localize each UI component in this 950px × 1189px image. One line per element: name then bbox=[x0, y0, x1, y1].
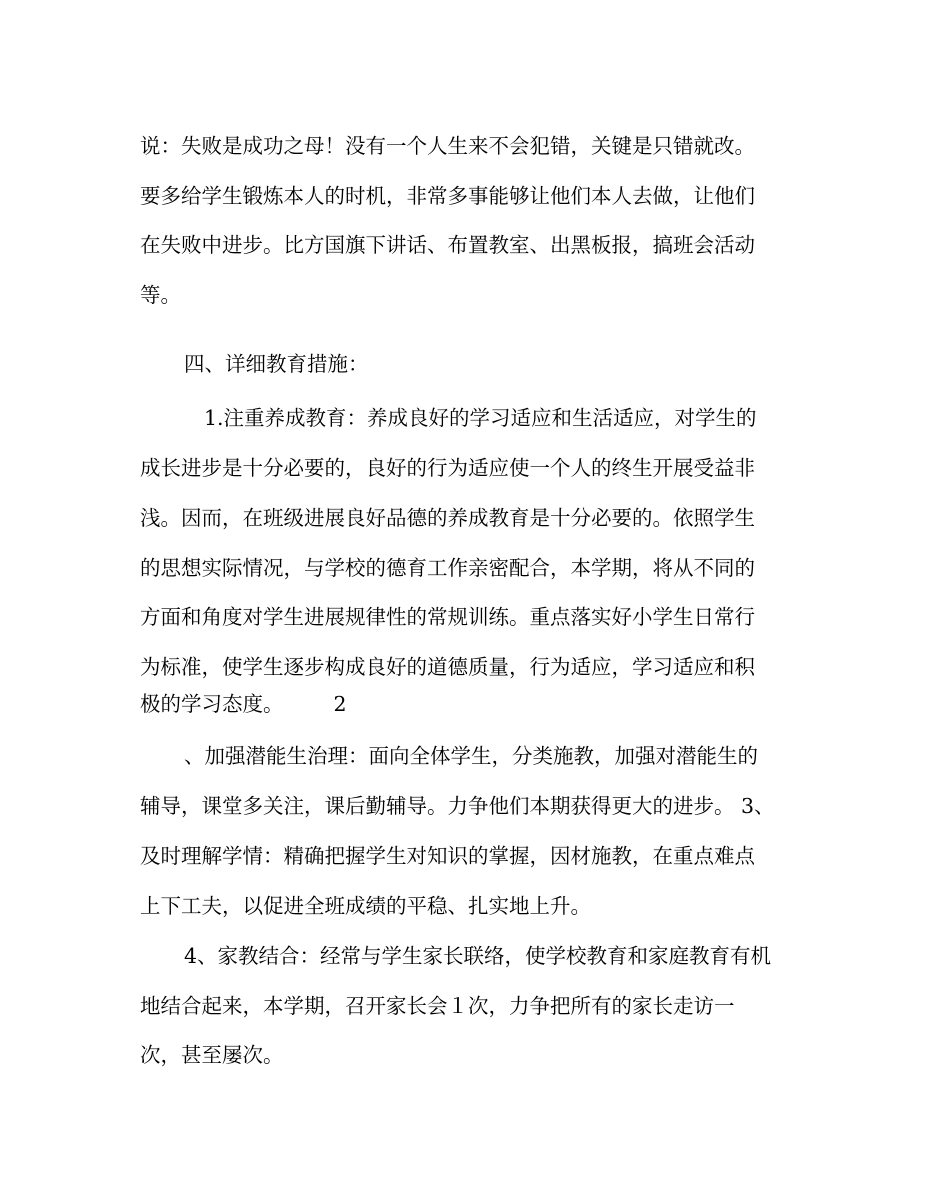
paragraph-2-line-4: 的思想实际情况，与学校的德育工作亲密配合，本学期，将从不同的 bbox=[140, 556, 755, 580]
paragraph-3-line-4: 上下工夫，以促进全班成绩的平稳、扎实地上升。 bbox=[140, 894, 591, 918]
paragraph-2-line-6: 为标准，使学生逐步构成良好的道德质量，行为适应，学习适应和积 bbox=[140, 655, 755, 679]
paragraph-1-line-1: 说：失败是成功之母！没有一个人生来不会犯错，关键是只错就改。 bbox=[140, 134, 755, 158]
paragraph-1-line-2: 要多给学生锻炼本人的时机，非常多事能够让他们本人去做，让他们 bbox=[140, 184, 755, 208]
paragraph-1-line-4: 等。 bbox=[140, 283, 181, 307]
paragraph-4-line-2: 地结合起来，本学期，召开家长会１次，力争把所有的家长走访一 bbox=[140, 994, 735, 1018]
trailing-number: 2 bbox=[333, 692, 347, 716]
paragraph-2-line-1: 1.注重养成教育：养成良好的学习适应和生活适应，对学生的 bbox=[204, 406, 757, 430]
paragraph-2-line-7 bbox=[140, 690, 347, 718]
section-heading: 四、详细教育措施： bbox=[184, 352, 369, 376]
paragraph-4-line-3: 次，甚至屡次。 bbox=[140, 1043, 284, 1067]
paragraph-3-line-2: 辅导，课堂多关注，课后勤辅导。力争他们本期获得更大的进步。 3、 bbox=[140, 794, 775, 818]
paragraph-3-line-1: 、加强潜能生治理：面向全体学生，分类施教，加强对潜能生的 bbox=[184, 744, 758, 768]
paragraph-2-line-5: 方面和角度对学生进展规律性的常规训练。重点落实好小学生日常行 bbox=[140, 605, 755, 629]
paragraph-2-line-2: 成长进步是十分必要的，良好的行为适应使一个人的终生开展受益非 bbox=[140, 456, 755, 480]
paragraph-2-line-3: 浅。因而，在班级进展良好品德的养成教育是十分必要的。依照学生 bbox=[140, 506, 755, 530]
paragraph-2-line-7-text: 极的学习态度。 bbox=[140, 692, 284, 716]
paragraph-4-line-1: 4、家教结合：经常与学生家长联络，使学校教育和家庭教育有机 bbox=[184, 944, 772, 968]
paragraph-1-line-3: 在失败中进步。比方国旗下讲话、布置教室、出黑板报，搞班会活动 bbox=[140, 233, 755, 257]
paragraph-3-line-3: 及时理解学情：精确把握学生对知识的掌握，因材施教，在重点难点 bbox=[140, 844, 755, 868]
